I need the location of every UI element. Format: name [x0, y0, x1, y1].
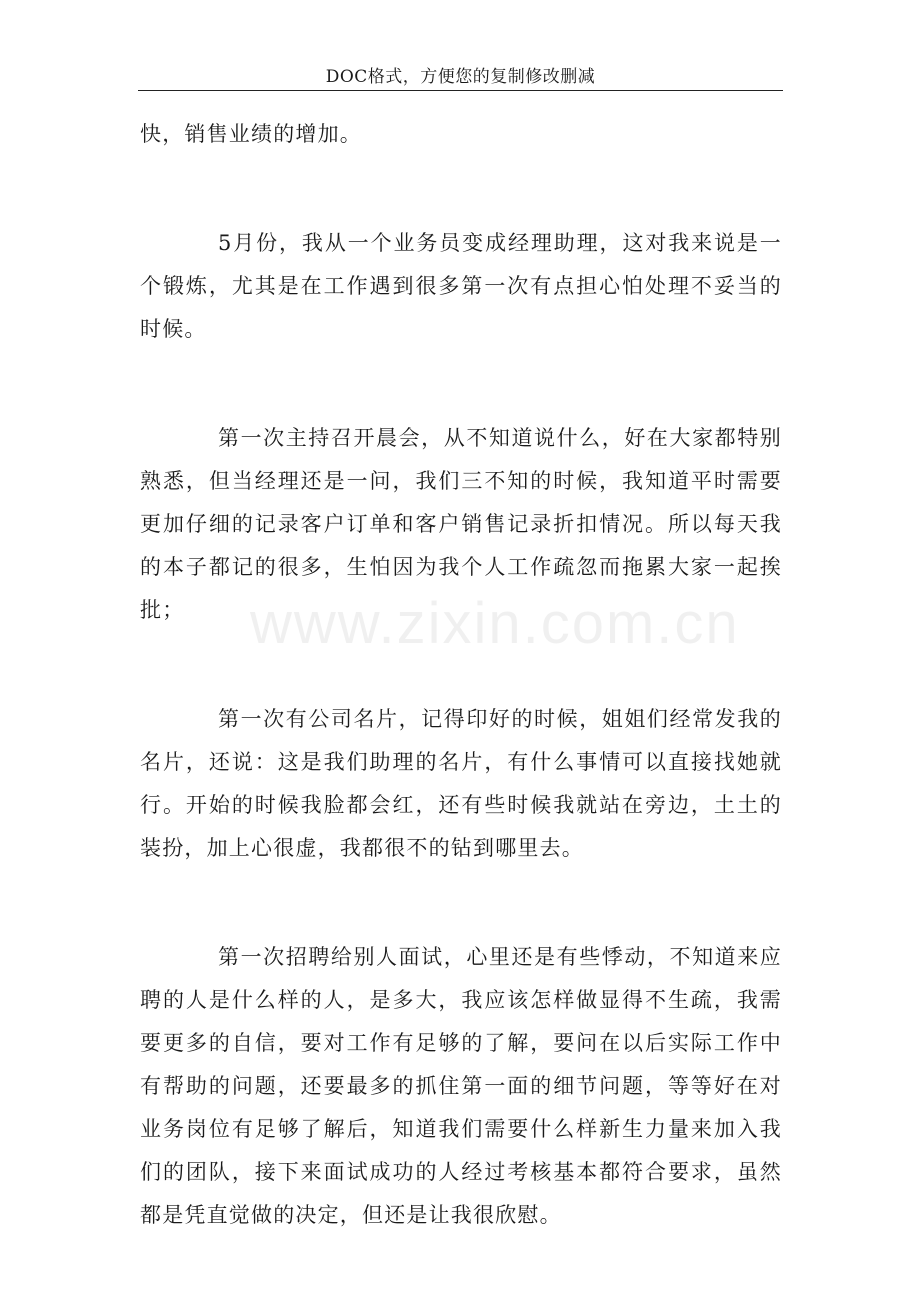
paragraph-interview: 第一次招聘给别人面试，心里还是有些悸动，不知道来应聘的人是什么样的人，是多大，我应该怎样做显得不生疏，我需要更多的自信，要对工作有足够的了解，要问在以后实际工作中有帮助的问题，还要最多的抓住第一面的细节问题，等等好在对业务岗位有足够了解后，知道我们需要什么样新生力量来加入我们的团队，接下来面试成功的人经过考核基本都符合要求，虽然都是凭直觉做的决定，但还是让我很欣慰。	[140, 945, 782, 1227]
paragraph-business-card: 第一次有公司名片，记得印好的时候，姐姐们经常发我的名片，还说：这是我们助理的名片，有什么事情可以直接找她就行。开始的时候我脸都会红，还有些时候我就站在旁边，土土的装扮，加上心很虚，我都很不的钻到哪里去。	[140, 707, 782, 860]
header-title: DOC格式，方便您的复制修改删减	[325, 67, 596, 87]
paragraph-promotion: 5月份，我从一个业务员变成经理助理，这对我来说是一个锻炼，尤其是在工作遇到很多第一次有点担心怕处理不妥当的时候。	[140, 231, 782, 341]
document-body	[140, 113, 782, 1303]
page-header	[138, 62, 783, 91]
paragraph-morning-meeting: 第一次主持召开晨会，从不知道说什么，好在大家都特别熟悉，但当经理还是一问，我们三不知的时候，我知道平时需要更加仔细的记录客户订单和客户销售记录折扣情况。所以每天我的本子都记的很多，生怕因为我个人工作疏忽而拖累大家一起挨批；	[140, 426, 782, 622]
paragraph-continuation: 快，销售业绩的增加。	[140, 122, 362, 146]
watermark: www.zixin.com.cn	[250, 591, 740, 656]
